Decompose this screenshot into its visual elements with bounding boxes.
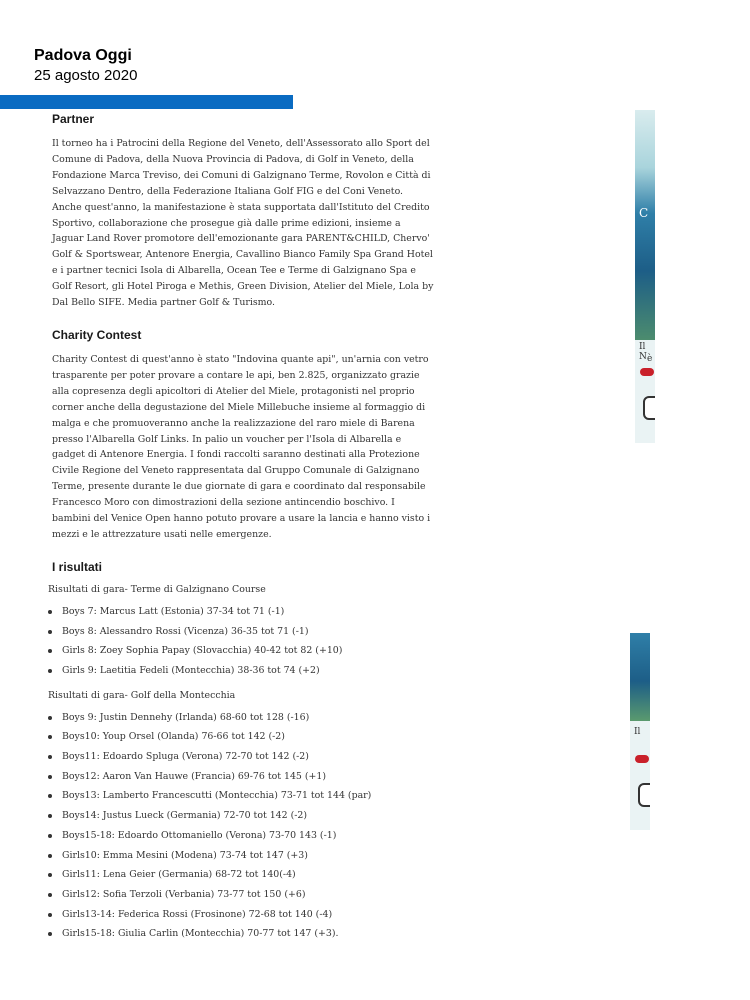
list-item: Boys 7: Marcus Latt (Estonia) 37-34 tot 71 (-1)	[48, 602, 434, 622]
list-item: Boys12: Aaron Van Hauwe (Francia) 69-76 tot 145 (+1)	[48, 767, 434, 787]
publication-date: 25 agosto 2020	[34, 67, 138, 84]
advertisement-banner[interactable]	[630, 633, 650, 830]
list-item: Boys10: Youp Orsel (Olanda) 76-66 tot 142 (-2)	[48, 727, 434, 747]
charity-heading: Charity Contest	[52, 327, 142, 342]
partner-heading: Partner	[52, 112, 95, 126]
ad-text: Il	[634, 727, 641, 737]
course2-heading: Risultati di gara- Golf della Montecchia	[48, 689, 236, 701]
list-item: Girls15-18: Giulia Carlin (Montecchia) 70-77 tot 147 (+3).	[48, 924, 434, 944]
ad-text: C	[639, 206, 649, 220]
masthead	[34, 46, 137, 86]
list-item: Girls 8: Zoey Sophia Papay (Slovacchia) 40-42 tot 82 (+10)	[48, 641, 434, 661]
list-item: Girls10: Emma Mesini (Modena) 73-74 tot 147 (+3)	[48, 846, 434, 866]
course1-heading: Risultati di gara- Terme di Galzignano Course	[48, 583, 266, 595]
list-item: Boys13: Lamberto Francescutti (Montecchia) 73-71 tot 144 (par)	[48, 786, 434, 806]
list-item: Boys15-18: Edoardo Ottomaniello (Verona) 73-70 143 (-1)	[48, 826, 434, 846]
results-heading: I risultati	[52, 559, 103, 574]
publication-name: Padova Oggi	[34, 47, 132, 64]
list-item: Girls 9: Laetitia Fedeli (Montecchia) 38-36 tot 74 (+2)	[48, 661, 434, 681]
accent-bar	[0, 95, 293, 109]
charity-paragraph: Charity Contest di quest'anno è stato "Indovina quante api", un'arnia con vetro trasparente per poter provare a contare le api, ben 2.825, organizzato grazie alla copresenza degli apicoltori di Atelier del Miele, protagonisti nel proprio corner anche della degustazione del Miele Millebuche insieme al formaggio di malga e che promuoveranno anche la realizzazione del raro miele di Barena presso l'Albarella Golf Links. In palio un voucher per l'Isola di Albarella e gadget di Antenore Energia. I fondi raccolti saranno destinati alla Protezione Civile Regione del Veneto rappresentata dal Gruppo Comunale di Galzignano Terme, presente durante le due giornate di gara e coordinato dal responsabile Francesco Moro con dimostrazioni della sezione antincendio boschivo. I bambini del Venice Open hanno potuto provare a usare la lancia e hanno visto i mezzi e le attrezzature usati nelle emergenze.	[52, 353, 431, 540]
partner-section	[52, 112, 434, 311]
ad-button[interactable]	[638, 783, 650, 807]
ad-photo	[630, 633, 650, 721]
list-item: Girls11: Lena Geier (Germania) 68-72 tot 140(-4)	[48, 865, 434, 885]
list-item: Boys14: Justus Lueck (Germania) 72-70 tot 142 (-2)	[48, 806, 434, 826]
list-item: Boys 9: Justin Dennehy (Irlanda) 68-60 tot 128 (-16)	[48, 708, 434, 728]
course1-results-list	[52, 602, 434, 681]
ad-text: è	[647, 354, 653, 364]
list-item: Boys11: Edoardo Spluga (Verona) 72-70 tot 142 (-2)	[48, 747, 434, 767]
ad-badge	[640, 368, 654, 376]
partner-paragraph: Il torneo ha i Patrocini della Regione del Veneto, dell'Assessorato allo Sport del Comune di Padova, della Nuova Provincia di Padova, di Golf in Veneto, della Fondazione Marca Treviso, dei Comuni di Galzignano Terme, Rovolon e Città di Selvazzano Dentro, della Federazione Italiana Golf FIG e del Coni Veneto. Anche quest'anno, la manifestazione è stata supportata dall'Istituto del Credito Sportivo, collaborazione che prosegue già dalle prime edizioni, insieme a Jaguar Land Rover promotore dell'emozionante gara PARENT&CHILD, Chervo' Golf & Sportswear, Antenore Energia, Cavallino Bianco Family Spa Grand Hotel e i partner tecnici Isola di Albarella, Ocean Tee e Terme di Galzignano Spa e Golf Resort, gli Hotel Piroga e Methis, Green Division, Atelier del Miele, Lola by Dal Bello SIFE. Media partner Golf & Turismo.	[52, 138, 434, 309]
results-section	[48, 559, 434, 944]
course2-results-list	[52, 708, 434, 944]
advertisement-banner[interactable]	[635, 110, 655, 443]
ad-button[interactable]	[643, 396, 655, 420]
charity-section	[52, 328, 434, 543]
article-body	[48, 112, 434, 961]
list-item: Girls12: Sofia Terzoli (Verbania) 73-77 tot 150 (+6)	[48, 885, 434, 905]
list-item: Girls13-14: Federica Rossi (Frosinone) 72-68 tot 140 (-4)	[48, 905, 434, 925]
ad-badge	[635, 755, 649, 763]
ad-text: Il N	[639, 342, 647, 362]
ad-photo	[635, 110, 655, 340]
list-item: Boys 8: Alessandro Rossi (Vicenza) 36-35 tot 71 (-1)	[48, 622, 434, 642]
